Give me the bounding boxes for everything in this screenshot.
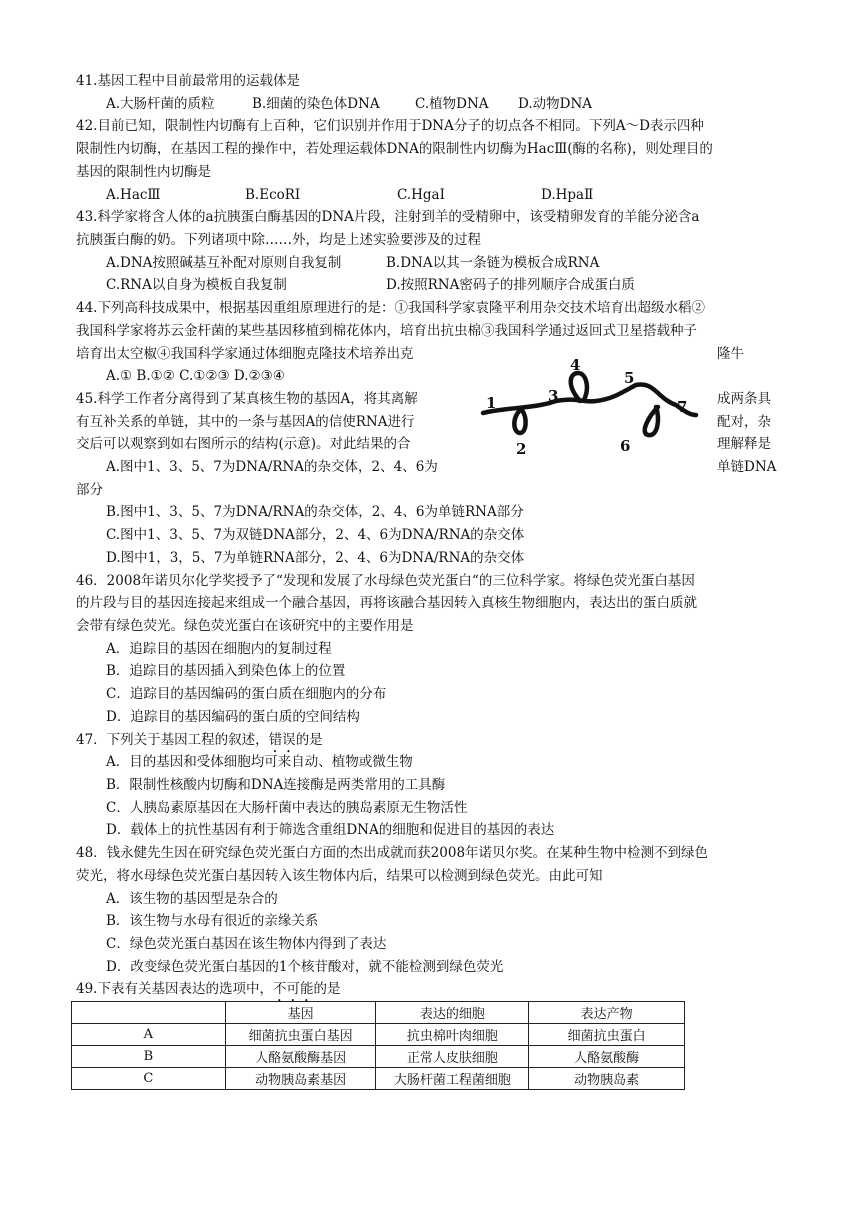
q46-option-a: A．追踪目的基因在细胞内的复制过程: [106, 641, 332, 657]
q45-option-a-tail: 单链DNA: [717, 459, 777, 475]
q47-option-d: D．载体上的抗性基因有利于筛选含重组DNA的细胞和促进目的基因的表达: [106, 822, 555, 838]
q45-line-3: 交后可以观察到如右图所示的结构(示意)。对此结果的合: [76, 436, 411, 452]
q48-option-a: A．该生物的基因型是杂合的: [106, 891, 278, 907]
q48-line-1: 48．钱永健先生因在研究绿色荧光蛋白方面的杰出成就而获2008年诺贝尔奖。在某种生物中检测不到绿色: [76, 845, 709, 861]
strand-main: [483, 384, 696, 415]
q46-option-c: C．追踪目的基因编码的蛋白质在细胞内的分布: [106, 686, 387, 702]
loop-6: [645, 407, 658, 435]
q44-options: A.① B.①② C.①②③ D.②③④: [106, 368, 285, 384]
q45-line-3-tail: 理解释是: [717, 436, 771, 452]
strand-label-5: 5: [624, 369, 635, 387]
table-cell: A: [72, 1024, 226, 1046]
q41-option-d: D.动物DNA: [518, 96, 593, 112]
q43-option-d: D.按照RNA密码子的排列顺序合成蛋白质: [386, 277, 635, 293]
q48-option-b: B．该生物与水母有很近的亲缘关系: [106, 913, 319, 929]
q43-line-1: 43.科学家将含人体的a抗胰蛋白酶基因的DNA片段，注射到羊的受精卵中，该受精卵发育的羊能分泌含a: [76, 209, 700, 225]
q47-stem: [76, 732, 323, 756]
q44-line-2: 我国科学家将苏云金杆菌的某些基因移植到棉花体内，培育出抗虫棉③我国科学通过返回式卫星搭载种子: [76, 323, 697, 339]
table-header-cell: [72, 1002, 226, 1024]
table-cell: 动物胰岛素基因: [225, 1068, 376, 1090]
strand-label-7: 7: [677, 398, 688, 416]
loop-2: [514, 410, 525, 433]
q45-line-1-tail: 成两条具: [717, 391, 771, 407]
q41-option-b: B.细菌的染色体DNA: [252, 96, 380, 112]
table-cell: 抗虫棉叶肉细胞: [376, 1024, 529, 1046]
q47-option-c: C．人胰岛素原基因在大肠杆菌中表达的胰岛素原无生物活性: [106, 800, 468, 816]
q45-option-d: D.图中1，3，5、7为单链RNA部分，2、4、6为DNA/RNA的杂交体: [106, 550, 525, 566]
strand-label-4: 4: [570, 356, 581, 374]
strand-paths: [483, 373, 696, 435]
q46-option-d: D．追踪目的基因编码的蛋白质的空间结构: [106, 709, 360, 725]
q48-option-c: C．绿色荧光蛋白基因在该生物体内得到了表达: [106, 936, 387, 952]
strand-label-3: 3: [548, 387, 559, 405]
strand-label-6: 6: [620, 437, 631, 455]
q42-option-b: B.EcoRⅠ: [245, 187, 301, 203]
q46-option-b: B．追踪目的基因插入到染色体上的位置: [106, 663, 346, 679]
q43-option-a: A.DNA按照碱基互补配对原则自我复制: [106, 255, 342, 271]
q45-option-b: B.图中1、3、5、7为DNA/RNA的杂交体，2、4、6为单链RNA部分: [106, 504, 524, 520]
q49-stem-emphasis: 不可能: [272, 981, 314, 997]
q45-line-2-tail: 配对，杂: [717, 414, 771, 430]
q45-line-2: 有互补关系的单链，其中的一条与基因A的信使RNA进行: [76, 414, 415, 430]
q42-line-3: 基因的限制性内切酶是: [76, 164, 211, 180]
table-row: [72, 1068, 685, 1090]
table-cell: 人酪氨酸酶基因: [225, 1046, 376, 1068]
q41-option-a: A.大肠杆菌的质粒: [106, 96, 215, 112]
table-header-row: [72, 1002, 685, 1024]
table-cell: 细菌抗虫蛋白: [529, 1024, 685, 1046]
q44-line-3: 培育出太空椒④我国科学家通过体细胞克隆技术培养出克: [76, 346, 414, 362]
table-cell: 正常人皮肤细胞: [376, 1046, 529, 1068]
table-header-cell: 表达产物: [529, 1002, 685, 1024]
loop-4: [571, 373, 587, 401]
strand-label-2: 2: [516, 440, 527, 458]
table-cell: B: [72, 1046, 226, 1068]
table-cell: 人酪氨酸酶: [529, 1046, 685, 1068]
table-header-cell: 基因: [225, 1002, 376, 1024]
table-header-cell: 表达的细胞: [376, 1002, 529, 1024]
q41-stem: 41.基因工程中目前最常用的运载体是: [76, 73, 300, 89]
q47-stem-post: 的是: [295, 732, 323, 748]
gene-expression-table: [71, 1001, 685, 1090]
table-row: [72, 1024, 685, 1046]
q42-option-a: A.HacⅢ: [106, 187, 161, 203]
q45-option-c: C.图中1、3、5、7为双链DNA部分，2、4、6为DNA/RNA的杂交体: [106, 527, 525, 543]
q43-option-b: B.DNA以其一条链为模板合成RNA: [386, 255, 600, 271]
table-cell: C: [72, 1068, 226, 1090]
q49-stem-pre: 49.下表有关基因表达的选项中，: [76, 981, 273, 997]
q47-option-b: B．限制性核酸内切酶和DNA连接酶是两类常用的工具酶: [106, 777, 446, 793]
q46-line-2: 的片段与目的基因连接起来组成一个融合基因，再将该融合基因转入真核生物细胞内，表达出的蛋白质就: [76, 595, 697, 611]
hybrid-strand-figure: [478, 355, 708, 465]
q48-line-2: 荧光，将水母绿色荧光蛋白基因转入该生物体内后，结果可以检测到绿色荧光。由此可知: [76, 868, 603, 884]
q46-line-1: 46．2008年诺贝尔化学奖授予了“发现和发展了水母绿色荧光蛋白“的三位科学家。将绿色荧光蛋白基因: [76, 573, 695, 589]
q42-line-1: 42.目前已知，限制性内切酶有上百种，它们识别并作用于DNA分子的切点各不相同。下列A～D表示四种: [76, 118, 704, 134]
q44-line-3-tail: 隆牛: [717, 346, 744, 362]
strand-label-1: 1: [486, 394, 497, 412]
q42-option-d: D.HpaⅡ: [541, 187, 594, 203]
q44-line-1: 44.下列高科技成果中，根据基因重组原理进行的是：①我国科学家袁隆平利用杂交技术培育出超级水稻②: [76, 300, 705, 316]
q46-line-3: 会带有绿色荧光。绿色荧光蛋白在该研究中的主要作用是: [76, 618, 414, 634]
table-cell: 动物胰岛素: [529, 1068, 685, 1090]
q43-line-2: 抗胰蛋白酶的奶。下列诸项中除……外，均是上述实验要涉及的过程: [76, 232, 481, 248]
q49-stem-post: 的是: [313, 981, 341, 997]
q47-option-a: A．目的基因和受体细胞均可来自动、植物或微生物: [106, 754, 413, 770]
q45-option-a: A.图中1、3、5、7为DNA/RNA的杂交体，2、4、6为: [106, 459, 438, 475]
q43-option-c: C.RNA以自身为模板自我复制: [106, 277, 287, 293]
q47-stem-pre: 47．下列关于基因工程的叙述，: [76, 732, 269, 748]
q47-stem-emphasis: 错误: [268, 732, 296, 748]
q42-option-c: C.HgaⅠ: [397, 187, 445, 203]
q41-option-c: C.植物DNA: [415, 96, 489, 112]
table-row: [72, 1046, 685, 1068]
q48-option-d: D．改变绿色荧光蛋白基因的1个核苷酸对，就不能检测到绿色荧光: [106, 959, 504, 975]
q45-line-1: 45.科学工作者分离得到了某真核生物的基因A，将其离解: [76, 391, 418, 407]
table-cell: 细菌抗虫蛋白基因: [225, 1024, 376, 1046]
q45-option-a-cont: 部分: [76, 482, 103, 498]
q42-line-2: 限制性内切酶，在基因工程的操作中，若处理运载体DNA的限制性内切酶为HacⅢ(酶的名称)，则处理目的: [76, 141, 713, 157]
table-cell: 大肠杆菌工程菌细胞: [376, 1068, 529, 1090]
